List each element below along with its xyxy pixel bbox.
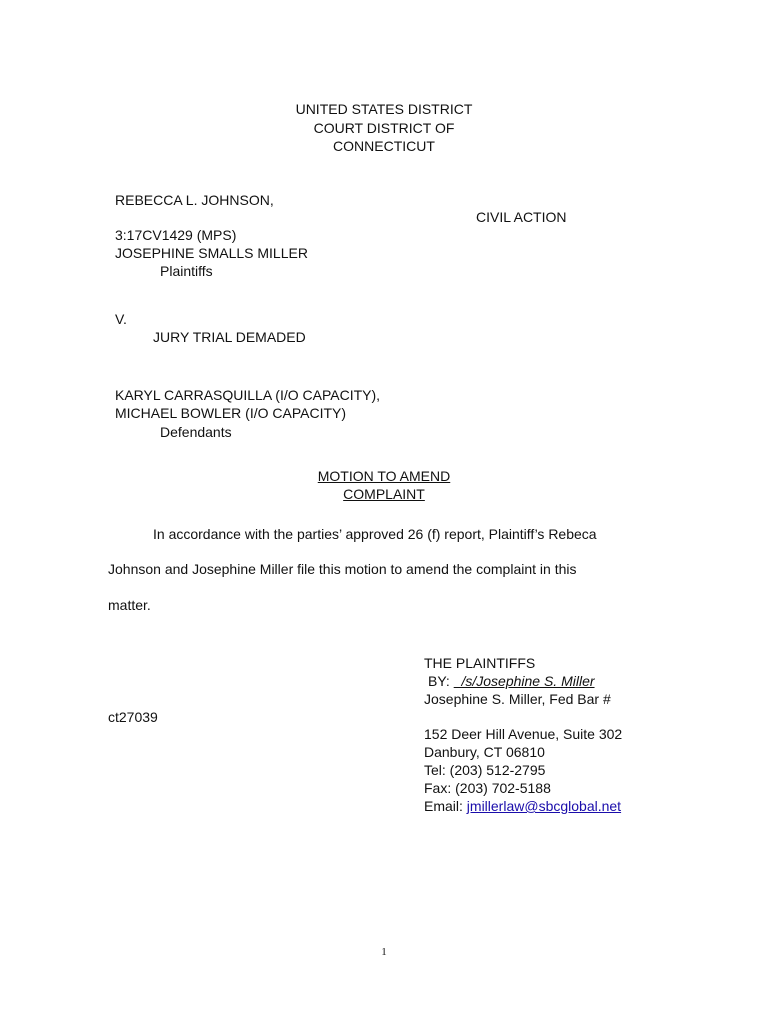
email-line	[424, 797, 621, 815]
fax: Fax: (203) 702-5188	[424, 780, 551, 796]
defendant-1-name: KARYL CARRASQUILLA (I/O CAPACITY),	[115, 387, 381, 403]
civil-action-label: CIVIL ACTION	[476, 209, 567, 225]
address-line-2: Danbury, CT 06810	[424, 744, 545, 760]
signature-name	[454, 673, 595, 689]
telephone: Tel: (203) 512-2795	[424, 762, 546, 778]
plaintiff-1-name: REBECCA L. JOHNSON,	[115, 192, 274, 208]
motion-title-line-2	[0, 485, 768, 503]
defendants-label: Defendants	[160, 424, 232, 440]
court-name-line-1: UNITED STATES DISTRICT	[295, 101, 473, 117]
motion-title-text-1: MOTION TO AMEND	[317, 468, 451, 484]
address-line-1: 152 Deer Hill Avenue, Suite 302	[424, 726, 623, 742]
signature-heading: THE PLAINTIFFS	[424, 655, 536, 671]
plaintiffs-label: Plaintiffs	[160, 263, 213, 279]
case-number: 3:17CV1429 (MPS)	[115, 227, 237, 243]
body-line-1: In accordance with the parties’ approved 26 (f) report, Plaintiff’s Rebeca	[153, 526, 597, 542]
signature-by-label: BY:	[428, 673, 450, 689]
jury-trial-demand: JURY TRIAL DEMADED	[153, 329, 306, 345]
signature-by-line	[428, 672, 595, 690]
page-number: 1	[381, 946, 387, 958]
body-line-3: matter.	[108, 597, 151, 613]
versus-label: V.	[115, 311, 127, 327]
signer-name: Josephine S. Miller, Fed Bar #	[424, 691, 611, 707]
body-line-2: Johnson and Josephine Miller file this motion to amend the complaint in this	[108, 561, 577, 577]
court-name-line-3: CONNECTICUT	[333, 138, 435, 154]
bar-number: ct27039	[108, 709, 158, 725]
email-link[interactable]: jmillerlaw@sbcglobal.net	[466, 798, 622, 814]
motion-title-text-2: COMPLAINT	[343, 486, 425, 502]
defendant-2-name: MICHAEL BOWLER (I/O CAPACITY)	[115, 405, 347, 421]
email-label: Email:	[424, 798, 463, 814]
signature-name-text: /s/Josephine S. Miller	[461, 673, 595, 689]
court-name-line-2: COURT DISTRICT OF	[313, 120, 455, 136]
motion-title-line-1	[0, 467, 768, 485]
plaintiff-2-name: JOSEPHINE SMALLS MILLER	[115, 245, 308, 261]
